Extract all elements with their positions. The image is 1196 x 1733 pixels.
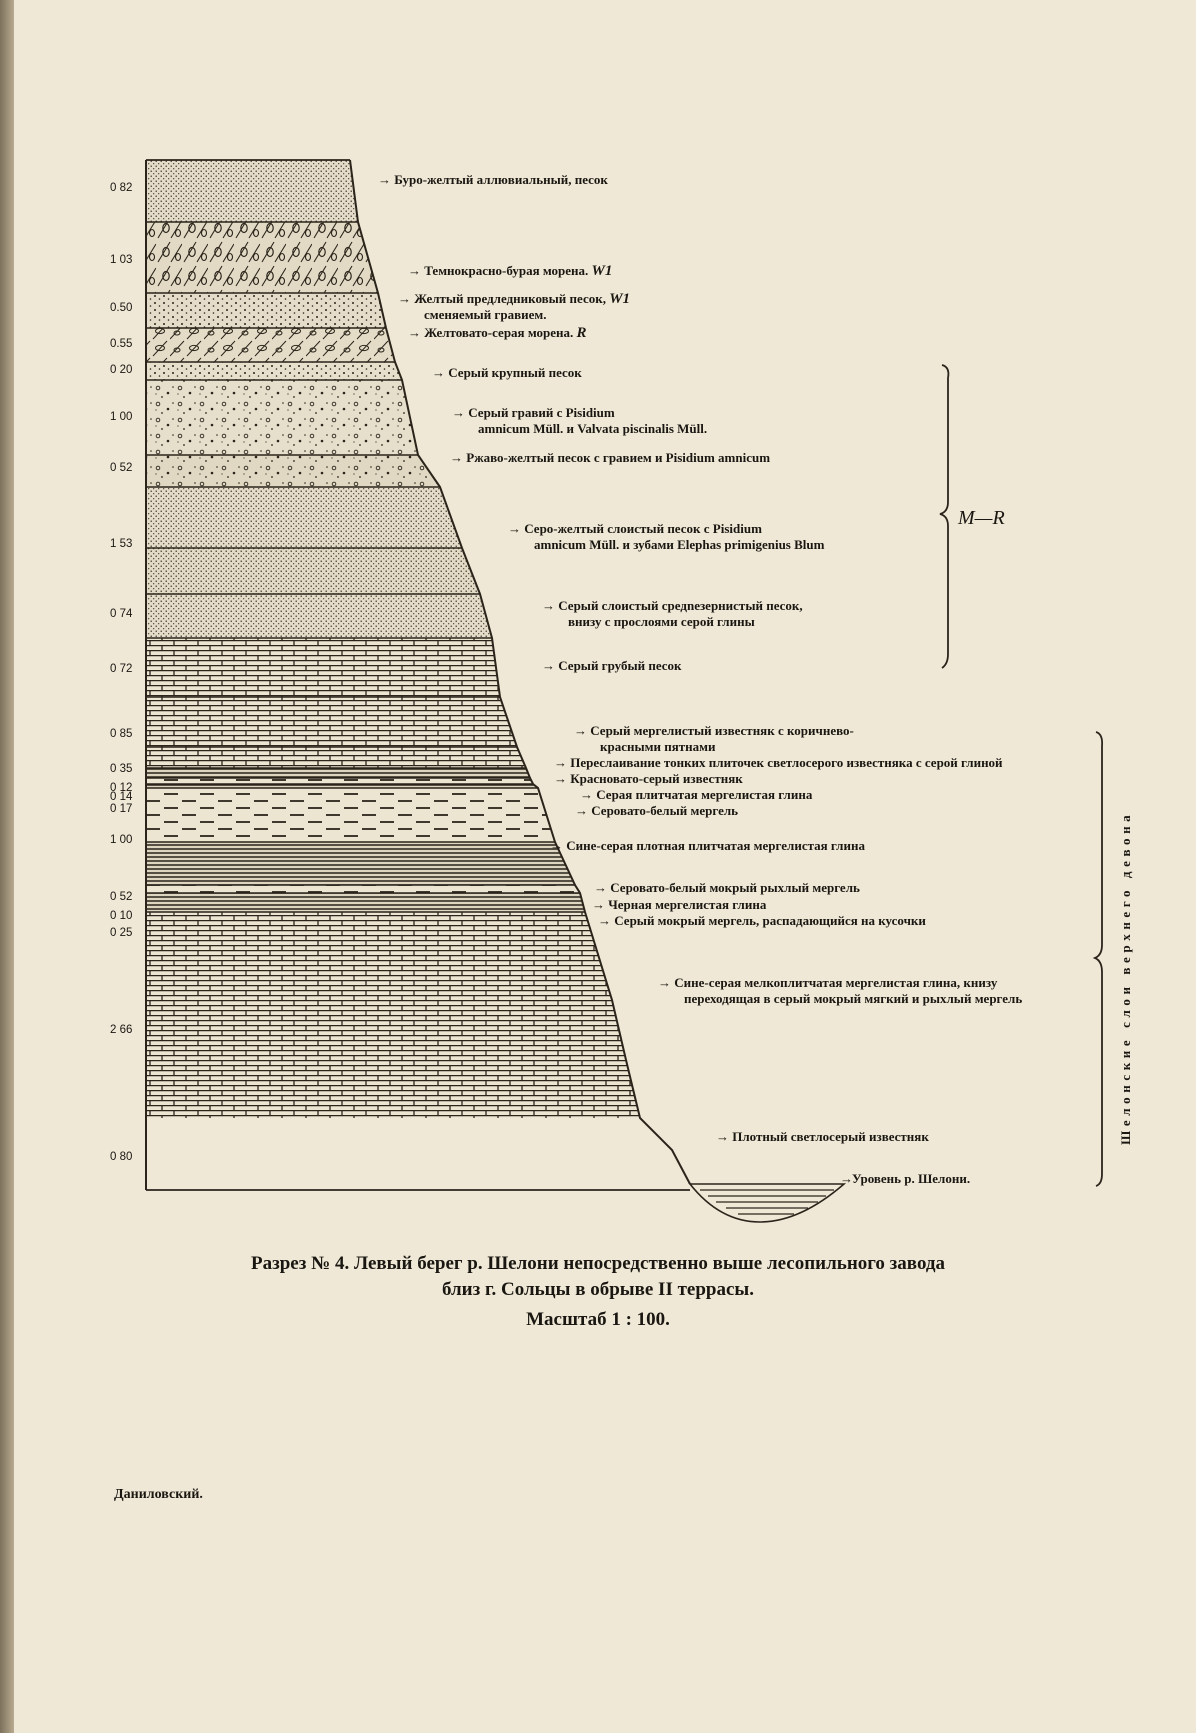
layer-8-pattern: [146, 487, 462, 548]
layer-label: → Серый крупный песок: [432, 365, 582, 380]
layer-label: → Серый мокрый мергель, распадающийся на кусочки: [598, 913, 926, 928]
layer-15-pattern: [146, 778, 533, 784]
layer-3-pattern: [146, 293, 386, 328]
thickness-label: 0 85: [110, 728, 133, 740]
bracket-devon: [1095, 732, 1102, 1186]
layer-label-line2: сменяемый гравием.: [424, 307, 547, 322]
thickness-label: 0 72: [110, 663, 133, 675]
author-signature: Даниловский.: [114, 1487, 203, 1502]
layer-label: → Переслаивание тонких плиточек светлосерого известняка с серой глиной: [554, 755, 1003, 770]
layer-1-pattern: [146, 160, 358, 222]
bracket-m-r: [940, 365, 948, 668]
layer-6-pattern: [146, 380, 418, 455]
thickness-label: 0 17: [110, 803, 133, 815]
layer-label: → Ржаво-желтый песок с гравием и Pisidium amnicum: [450, 450, 771, 465]
layer-label-line2: переходящая в серый мокрый мягкий и рыхлый мергель: [684, 991, 1023, 1006]
thickness-label: 1 00: [110, 411, 133, 423]
caption-scale: Масштаб 1 : 100.: [526, 1309, 670, 1330]
layer-10-pattern: [146, 594, 492, 638]
layer-label: → Буро-желтый аллювиальный, песок: [378, 172, 608, 187]
layer-11-pattern: [146, 638, 500, 697]
river-water-level: [690, 1184, 844, 1222]
thickness-label: 1 53: [110, 538, 133, 550]
layer-label: → Серый грубый песок: [542, 658, 682, 673]
thickness-label: 1 00: [110, 834, 133, 846]
layer-age-label: W1: [609, 291, 631, 307]
thickness-label: 0 20: [110, 364, 133, 376]
layer-9-pattern: [146, 548, 480, 594]
layer-4-pattern: [146, 328, 395, 362]
layer-label-line2: внизу с прослоями серой глины: [568, 614, 755, 629]
water-level-label: Уровень р. Шелони.: [852, 1171, 971, 1186]
thickness-label: 0.55: [110, 338, 133, 350]
thickness-label: 0 10: [110, 910, 133, 922]
layer-5-pattern: [146, 362, 402, 380]
layer-21-pattern: [146, 912, 640, 1118]
water-level-arrow: →: [840, 1171, 853, 1186]
layer-label: → Сине-серая плотная плитчатая мергелистая глина: [550, 838, 865, 853]
layer-label: → Сине-серая мелкоплитчатая мергелистая глина, книзу: [658, 975, 998, 990]
bracket-devon-label: Шелонские слои верхнего девона: [1118, 810, 1133, 1145]
thickness-label: 1 03: [110, 254, 133, 266]
layer-label-line2: amnicum Müll. и зубами Elephas primigenius Blum: [534, 537, 825, 552]
bracket-m-r-label: M—R: [958, 507, 1005, 529]
layer-label: → Серый слоистый средnезернистый песок,: [542, 598, 803, 613]
layer-20-pattern: [146, 893, 585, 912]
thickness-label: 0 14: [110, 791, 133, 803]
layer-7-pattern: [146, 455, 440, 487]
layer-age-label: R: [576, 325, 587, 341]
layer-label: → Серо-желтый слоистый песок с Pisidium: [508, 521, 762, 536]
layer-label: → Серая плитчатая мергелистая глина: [580, 787, 813, 802]
layer-label: → Серовато-белый мокрый рыхлый мергель: [594, 880, 860, 895]
layer-label: → Серый мергелистый известняк с коричнево-: [574, 723, 854, 738]
layer-19-pattern: [146, 885, 580, 893]
caption-line-2: близ г. Сольцы в обрыве II террасы.: [441, 1279, 755, 1300]
thickness-label: 0 52: [110, 891, 133, 903]
thickness-label: 0 52: [110, 462, 133, 474]
layer-label-line2: красными пятнами: [600, 739, 716, 754]
layer-18-pattern: [146, 842, 575, 885]
thickness-label: 0 82: [110, 182, 133, 194]
layer-label: → Желтый предледниковый песок, W1: [398, 291, 631, 307]
thickness-label: 2 66: [110, 1024, 133, 1036]
thickness-label: 0 35: [110, 763, 133, 775]
thickness-label: 0 25: [110, 927, 133, 939]
layer-label: → Плотный светлосерый известняк: [716, 1129, 929, 1144]
layer-label: → Желтовато-серая морена. R: [408, 325, 587, 341]
layer-13-pattern: [146, 747, 526, 768]
layer-label: → Темнокрасно-бурая морена. W1: [408, 263, 613, 279]
thickness-label: 0 80: [110, 1151, 133, 1163]
layer-17-pattern: [146, 788, 555, 842]
thickness-label: 0.50: [110, 302, 133, 314]
layer-12-pattern: [146, 697, 517, 747]
layer-label-line2: amnicum Müll. и Valvata piscinalis Müll.: [478, 421, 708, 436]
layer-14-pattern: [146, 768, 530, 778]
thickness-label: 0 74: [110, 608, 133, 620]
layer-label: → Серый гравий с Pisidium: [452, 405, 615, 420]
caption-line-1: Разрез № 4. Левый берег р. Шелони непосредственно выше лесопильного завода: [250, 1253, 946, 1274]
layer-label: → Красновато-серый известняк: [554, 771, 743, 786]
layer-label: → Черная мергелистая глина: [592, 897, 767, 912]
layer-label: → Серовато-белый мергель: [575, 803, 739, 818]
thickness-label: 0 12: [110, 782, 133, 794]
layer-age-label: W1: [591, 263, 613, 279]
layer-2-pattern: [146, 222, 378, 293]
